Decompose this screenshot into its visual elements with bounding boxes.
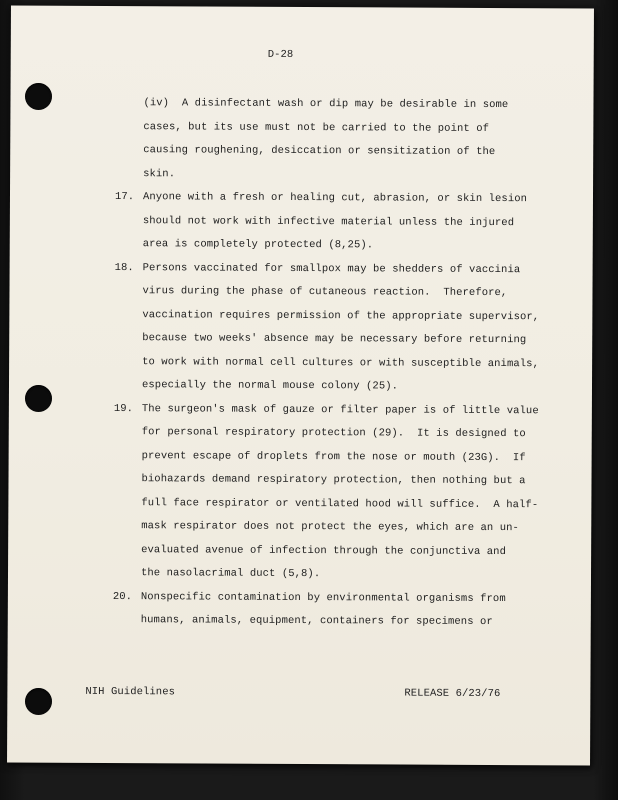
text-line: should not work with infective material unless the injured [142, 214, 515, 229]
text-line: skin. [143, 167, 176, 180]
text-line: Nonspecific contamination by environmental organisms from [140, 590, 506, 605]
text-line: vaccination requires permission of the appropriate supervisor, [142, 308, 540, 323]
hole-punch-top [25, 83, 52, 110]
list-marker: 18. [114, 261, 134, 274]
text-line: area is completely protected (8,25). [142, 238, 374, 252]
text-line: Anyone with a fresh or healing cut, abrasion, or skin lesion [142, 191, 528, 206]
text-line: biohazards demand respiratory protection, then nothing but a [141, 473, 526, 488]
paragraph [115, 92, 563, 188]
paragraph-lines [143, 92, 563, 188]
text-line: The surgeon's mask of gauze or filter paper is of little value [141, 402, 539, 417]
paragraph-lines [141, 398, 562, 588]
paragraph [113, 398, 562, 588]
hole-punch-middle [25, 385, 52, 412]
paragraph-lines [142, 257, 563, 400]
list-marker: 19. [113, 402, 134, 415]
paragraph [114, 257, 563, 400]
list-marker: 17. [114, 191, 135, 204]
text-line: because two weeks' absence may be necessary before returning [142, 332, 527, 347]
text-line: mask respirator does not protect the eyes, which are an un- [141, 520, 519, 535]
document-paragraphs [113, 92, 564, 635]
text-line: (iv) A disinfectant wash or dip may be desirable in some [143, 97, 509, 112]
text-line: prevent escape of droplets from the nose or mouth (23G). If [141, 449, 526, 464]
text-line: for personal respiratory protection (29). It is designed to [141, 426, 526, 441]
text-line: humans, animals, equipment, containers for specimens or [140, 614, 493, 629]
text-line: cases, but its use must not be carried to the point of [143, 120, 490, 135]
text-line: evaluated avenue of infection through the conjunctiva and [141, 543, 507, 558]
hole-punch-bottom [25, 688, 52, 715]
list-marker: 20. [112, 590, 133, 603]
text-line: especially the normal mouse colony (25). [141, 379, 399, 393]
document-page [7, 5, 594, 765]
footer-right: RELEASE 6/23/76 [404, 687, 501, 701]
page-number: D-28 [267, 48, 294, 61]
text-line: causing roughening, desiccation or sensitization of the [143, 144, 496, 159]
paragraph [113, 586, 561, 635]
text-line: the nasolacrimal duct (5,8). [140, 567, 321, 581]
text-line: full face respirator or ventilated hood will suffice. A half- [141, 496, 539, 511]
paragraph-lines [143, 186, 563, 259]
paragraph-lines [141, 586, 561, 635]
text-line: to work with normal cell cultures or with susceptible animals, [142, 355, 540, 370]
text-line: Persons vaccinated for smallpox may be shedders of vaccinia [142, 261, 521, 276]
footer-left: NIH Guidelines [85, 685, 176, 699]
paragraph [115, 186, 563, 259]
text-line: virus during the phase of cutaneous reaction. Therefore, [142, 285, 508, 300]
page-footer [85, 686, 500, 700]
